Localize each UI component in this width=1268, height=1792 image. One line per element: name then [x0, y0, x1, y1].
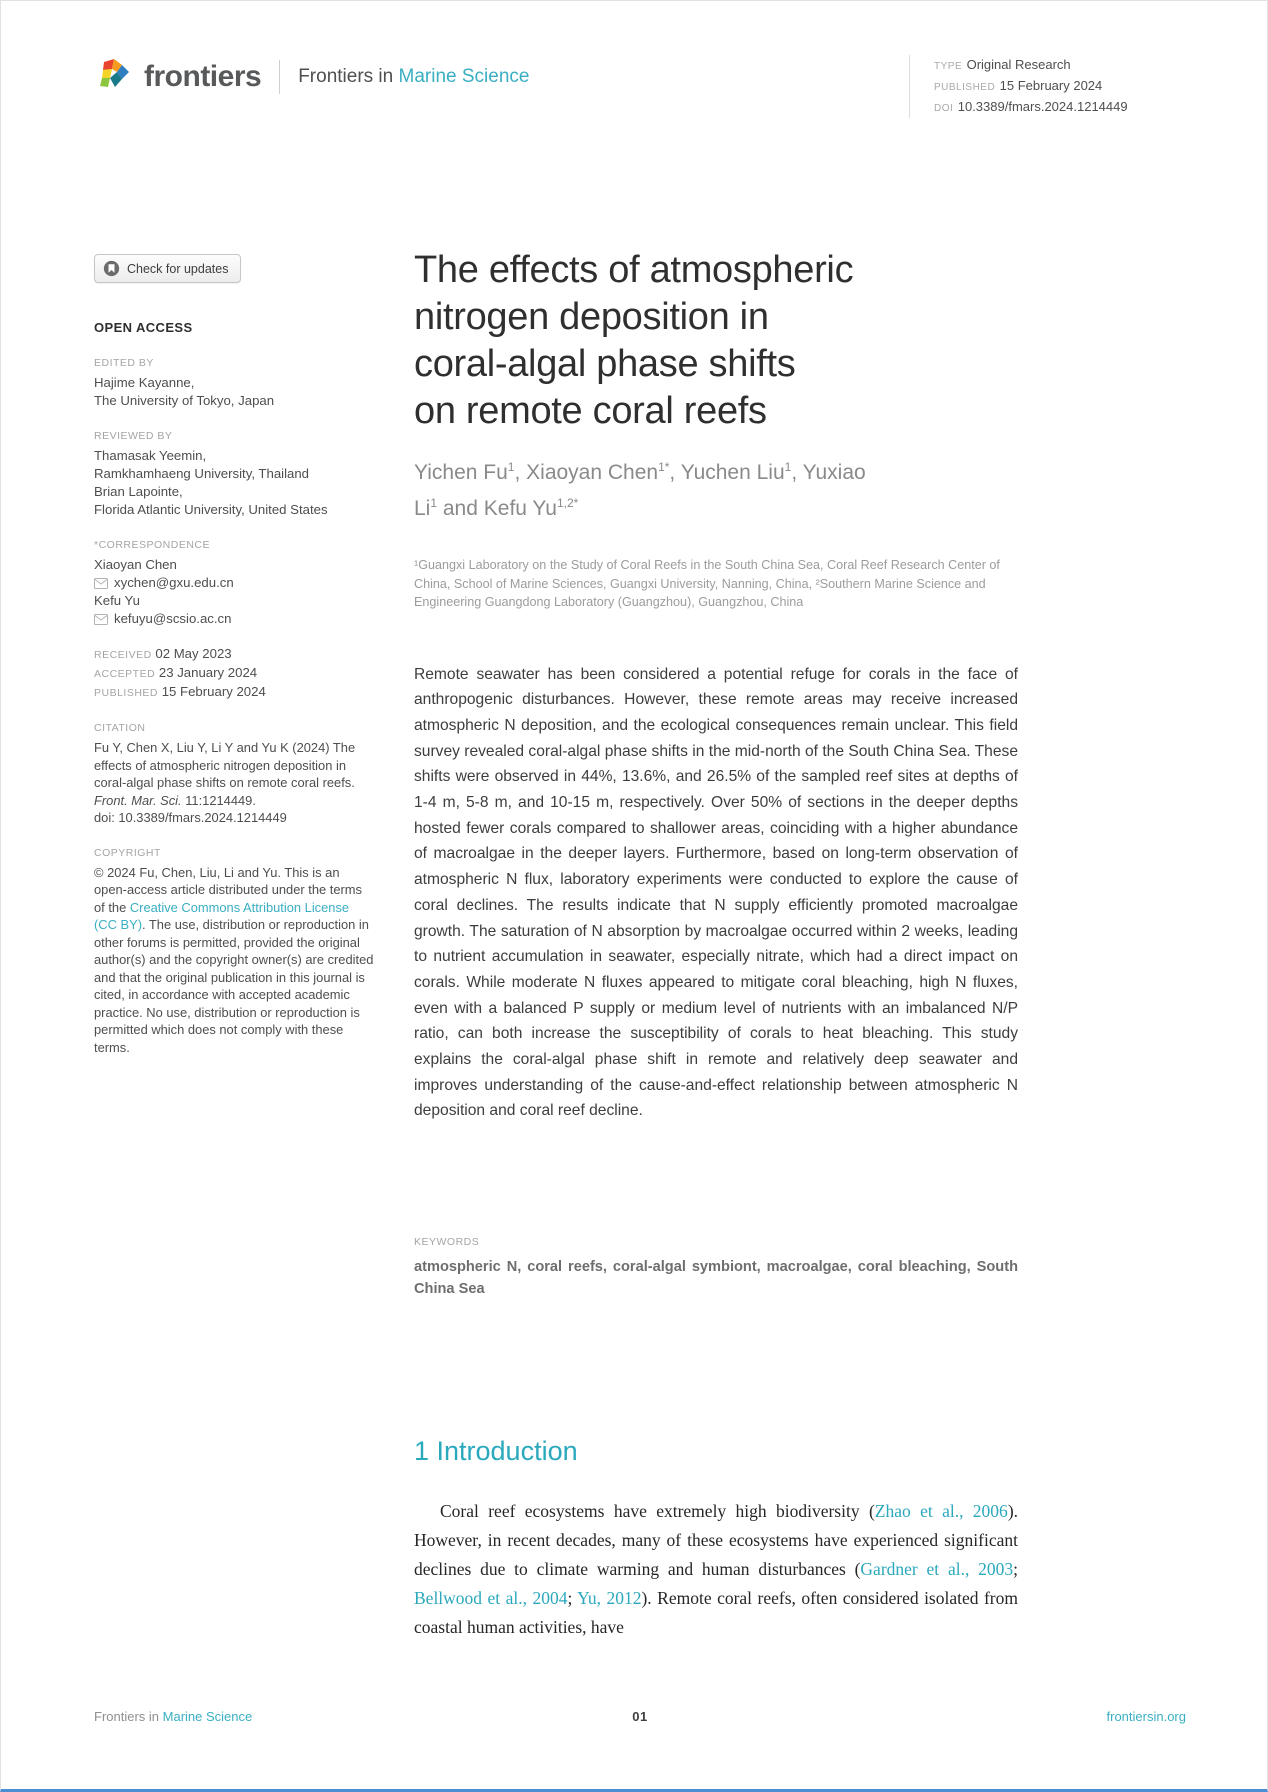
footer-site — [648, 1709, 1186, 1724]
abstract: Remote seawater has been considered a potential refuge for corals in the face of anthropogenic disturbances. However, these remote areas may receive increased atmospheric N deposition, and the ecological consequences remain unclear. This field survey revealed coral-algal phase shifts in the mid-north of the South China Sea. These shifts were observed in 44%, 13.6%, and 26.5% of the sampled reef sites at depths of 1-4 m, 5-8 m, and 10-15 m, respectively. Over 50% of sections in the deeper depths hosted fewer corals compared to shallower areas, coinciding with a higher abundance of macroalgae in the deeper layers. Furthermore, based on long-term observation of atmospheric N flux, laboratory experiments were conducted to explore the cause of coral declines. The results indicate that N supply efficiently promoted macroalgae growth. The saturation of N absorption by macroalgae occurred within 2 weeks, leading to nutrient accumulation in seawater, especially nitrate, which had a direct impact on corals. While moderate N fluxes appeared to mitigate coral bleaching, high N fluxes, even with a balanced P supply or medium level of nutrients with an imbalanced N/P ratio, can both increase the susceptibility of corals to heat bleaching. This study explains the coral-algal phase shift in remote and relatively deep seawater and improves understanding of the cause-and-effect relationship between atmospheric N deposition and coral reef decline. — [414, 665, 1018, 1120]
correspondent-email-link[interactable]: kefuyu@scsio.ac.cn — [114, 611, 232, 626]
author-list: Yichen Fu$^1$, Xiaoyan Chen$^{1*}$, Yuchen Liu$^1$, Yuxiao Li$^1$ and Kefu $Yu^{1,2*}$ — [414, 460, 866, 520]
reviewed-by-label: REVIEWED BY — [94, 430, 173, 442]
meta-published — [934, 76, 1128, 97]
author-name: Yichen Fu — [414, 461, 508, 484]
header-divider — [279, 60, 280, 94]
page-number: 01 — [632, 1709, 648, 1724]
title-line: coral-algal phase shifts — [414, 343, 796, 385]
author-name: Kefu Yu — [483, 497, 557, 520]
correspondent-email-row — [94, 574, 374, 592]
copyright-text — [94, 864, 374, 1057]
published-label: PUBLISHED — [94, 687, 159, 699]
journal-title — [298, 66, 529, 88]
keywords-label: KEYWORDS — [414, 1236, 480, 1249]
crossmark-icon — [103, 260, 120, 277]
meta-type-value: Original Research — [966, 57, 1071, 72]
reviewer-affiliation: Florida Atlantic University, United States — [94, 502, 328, 517]
correspondent-email-row — [94, 610, 374, 628]
author-superscript: 1 — [784, 460, 792, 474]
editor-name: Hajime Kayanne, — [94, 375, 195, 390]
copyright-label: COPYRIGHT — [94, 846, 161, 859]
accepted-value: 23 January 2024 — [158, 665, 258, 680]
author-superscript: 1 — [507, 460, 515, 474]
received-value: 02 May 2023 — [155, 646, 232, 661]
sidebar — [94, 254, 374, 1056]
title-line: The effects of atmospheric — [414, 249, 854, 291]
reviewer-name: Brian Lapointe, — [94, 484, 183, 499]
citation-label: CITATION — [94, 722, 146, 734]
citation-link[interactable]: Gardner et al., 2003 — [860, 1559, 1014, 1580]
citation-volume: 11:1214449. — [181, 792, 256, 808]
meta-type-label: TYPE — [934, 61, 963, 72]
editor-affiliation: The University of Tokyo, Japan — [94, 393, 275, 408]
author-superscript: 1* — [658, 460, 670, 474]
journal-header — [94, 57, 529, 97]
citation-body: Fu Y, Chen X, Liu Y, Li Y and Yu K (2024) The effects of atmospheric nitrogen deposition in coral-algal phase shifts on remote coral reefs. — [94, 740, 356, 790]
page-footer — [94, 1709, 1186, 1724]
citation-doi: doi: 10.3389/fmars.2024.1214449 — [94, 810, 287, 825]
publication-meta — [909, 55, 1128, 118]
article-title — [414, 247, 1018, 435]
author-name: Xiaoyan Chen — [526, 461, 659, 484]
envelope-icon — [94, 614, 108, 625]
frontiersin-link[interactable]: frontiersin.org — [1106, 1709, 1186, 1724]
keywords: atmospheric N, coral reefs, coral-algal symbiont, macroalgae, coral bleaching, South China Sea — [414, 1259, 1018, 1298]
journal-name: Marine Science — [398, 66, 530, 87]
citation-text — [94, 739, 374, 827]
check-for-updates-label: Check for updates — [127, 261, 229, 276]
published-date — [94, 683, 374, 702]
correspondent-name: Kefu Yu — [94, 593, 140, 608]
cc-by-license-link[interactable]: Creative Commons Attribution License (CC BY) — [94, 899, 350, 932]
correspondence-label: *CORRESPONDENCE — [94, 539, 211, 551]
citation-journal: Front. Mar. Sci. — [94, 792, 182, 808]
correspondent-email-link[interactable]: xychen@gxu.edu.cn — [114, 575, 234, 590]
published-value: 15 February 2024 — [161, 684, 266, 699]
citation-link[interactable]: Bellwood et al., 2004 — [414, 1588, 568, 1609]
edited-by-label: EDITED BY — [94, 357, 154, 369]
article-main — [414, 247, 1018, 1642]
footer-journal-prefix: Frontiers in — [94, 1709, 163, 1724]
author-name: Yuxiao Li — [414, 461, 866, 520]
footer-journal-name: Marine Science — [162, 1709, 253, 1724]
affiliations: ¹Guangxi Laboratory on the Study of Coral Reefs in the South China Sea, Coral Reef Research Center of China, School of Marine Sciences, Guangxi University, Nanning, China, ²Southern Marine Science and Engineering Guangdong Laboratory (Guangzhou), Guangzhou, China — [414, 558, 1000, 609]
meta-published-value: 15 February 2024 — [999, 78, 1103, 93]
citation-link[interactable]: Yu, 2012 — [577, 1588, 642, 1609]
meta-doi — [934, 97, 1128, 118]
journal-prefix: Frontiers in — [298, 66, 394, 87]
section-heading-introduction: 1 Introduction — [414, 1436, 578, 1467]
meta-doi-value: 10.3389/fmars.2024.1214449 — [957, 99, 1128, 114]
title-line: on remote coral reefs — [414, 390, 767, 432]
author-superscript: 1 — [430, 496, 438, 510]
reviewer-name: Thamasak Yeemin, — [94, 448, 207, 463]
received-date — [94, 645, 374, 664]
brand-wordmark: frontiers — [144, 60, 262, 93]
meta-type — [934, 55, 1128, 76]
accepted-date — [94, 664, 374, 683]
received-label: RECEIVED — [94, 649, 152, 661]
citation-link[interactable]: Zhao et al., 2006 — [874, 1501, 1008, 1522]
accepted-label: ACCEPTED — [94, 668, 156, 680]
open-access-badge: OPEN ACCESS — [94, 320, 193, 335]
meta-doi-label: DOI — [934, 103, 954, 114]
title-line: nitrogen deposition in — [414, 296, 769, 338]
envelope-icon — [94, 578, 108, 589]
copyright-body: © 2024 Fu, Chen, Liu, Li and Yu. This is an open-access article distributed under the terms of the — [94, 864, 362, 915]
footer-journal — [94, 1709, 632, 1724]
introduction-paragraph: Coral reef ecosystems have extremely high biodiversity (Zhao et al., 2006). However, in recent decades, many of these ecosystems have experienced significant declines due to climate warming and human disturbances (Gardner et al., 2003; Bellwood et al., 2004; Yu, 2012). Remote coral reefs, often considered isolated from coastal human activities, have — [414, 1501, 1019, 1638]
copyright-body: . The use, distribution or reproduction in other forums is permitted, provided the original author(s) and the copyright owner(s) are credited and that the original publication in this journal is cited, in accordance with accepted academic practice. No use, distribution or reproduction is permitted which does not comply with these terms. — [94, 917, 374, 1055]
author-name: Yuchen Liu — [680, 461, 785, 484]
frontiers-logo-icon — [94, 57, 134, 97]
author-superscript: 1,2* — [556, 496, 579, 510]
check-for-updates-button[interactable] — [94, 254, 241, 283]
meta-published-label: PUBLISHED — [934, 82, 996, 93]
correspondent-name: Xiaoyan Chen — [94, 557, 177, 572]
reviewer-affiliation: Ramkhamhaeng University, Thailand — [94, 466, 310, 481]
